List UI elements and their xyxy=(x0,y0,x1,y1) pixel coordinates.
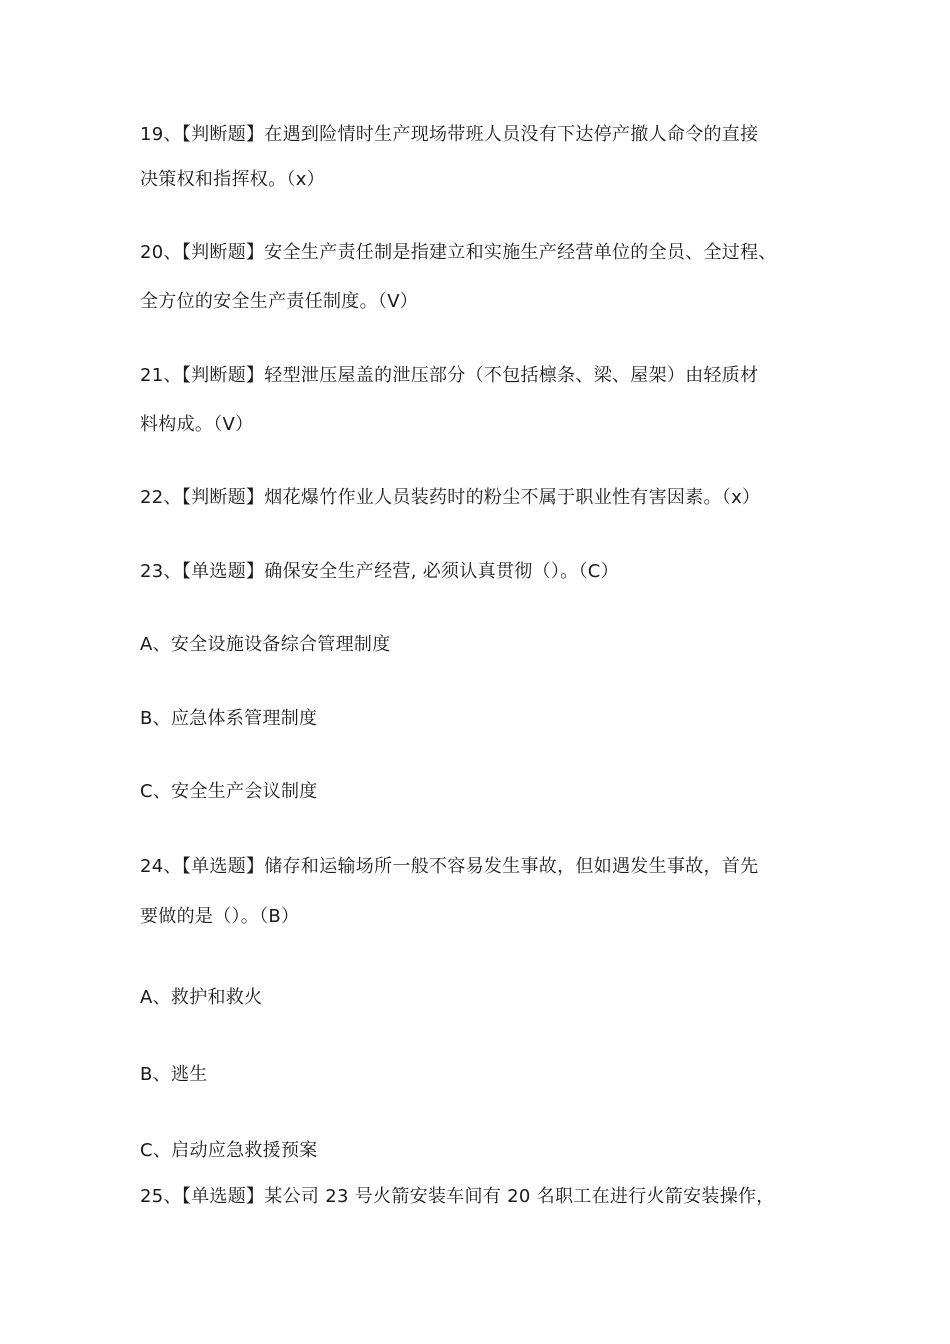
question-19-line-1: 19、【判断题】在遇到险情时生产现场带班人员没有下达停产撤人命令的直接 xyxy=(140,124,759,145)
question-24-option-a: A、救护和救火 xyxy=(140,987,263,1008)
question-23-option-a: A、安全设施设备综合管理制度 xyxy=(140,634,391,655)
question-22-line-1: 22、【判断题】烟花爆竹作业人员装药时的粉尘不属于职业性有害因素。（x） xyxy=(140,487,761,508)
question-23-option-c: C、安全生产会议制度 xyxy=(140,781,318,802)
question-23-line-1: 23、【单选题】确保安全生产经营, 必须认真贯彻（）。（C） xyxy=(140,561,619,582)
question-21-line-2: 料构成。（V） xyxy=(140,414,254,435)
question-24-option-b: B、逃生 xyxy=(140,1064,208,1085)
question-19-line-2: 决策权和指挥权。（x） xyxy=(140,169,325,190)
question-25-line-1: 25、【单选题】某公司 23 号火箭安装车间有 20 名职工在进行火箭安装操作， xyxy=(140,1186,775,1207)
question-20-line-2: 全方位的安全生产责任制度。（V） xyxy=(140,291,419,312)
question-24-line-1: 24、【单选题】储存和运输场所一般不容易发生事故，但如遇发生事故，首先 xyxy=(140,856,759,877)
question-20-line-1: 20、【判断题】安全生产责任制是指建立和实施生产经营单位的全员、全过程、 xyxy=(140,242,777,263)
question-24-line-2: 要做的是（）。（B） xyxy=(140,906,300,927)
question-21-line-1: 21、【判断题】轻型泄压屋盖的泄压部分（不包括檩条、梁、屋架）由轻质材 xyxy=(140,365,759,386)
question-23-option-b: B、应急体系管理制度 xyxy=(140,708,318,729)
question-24-option-c: C、启动应急救援预案 xyxy=(140,1140,318,1161)
